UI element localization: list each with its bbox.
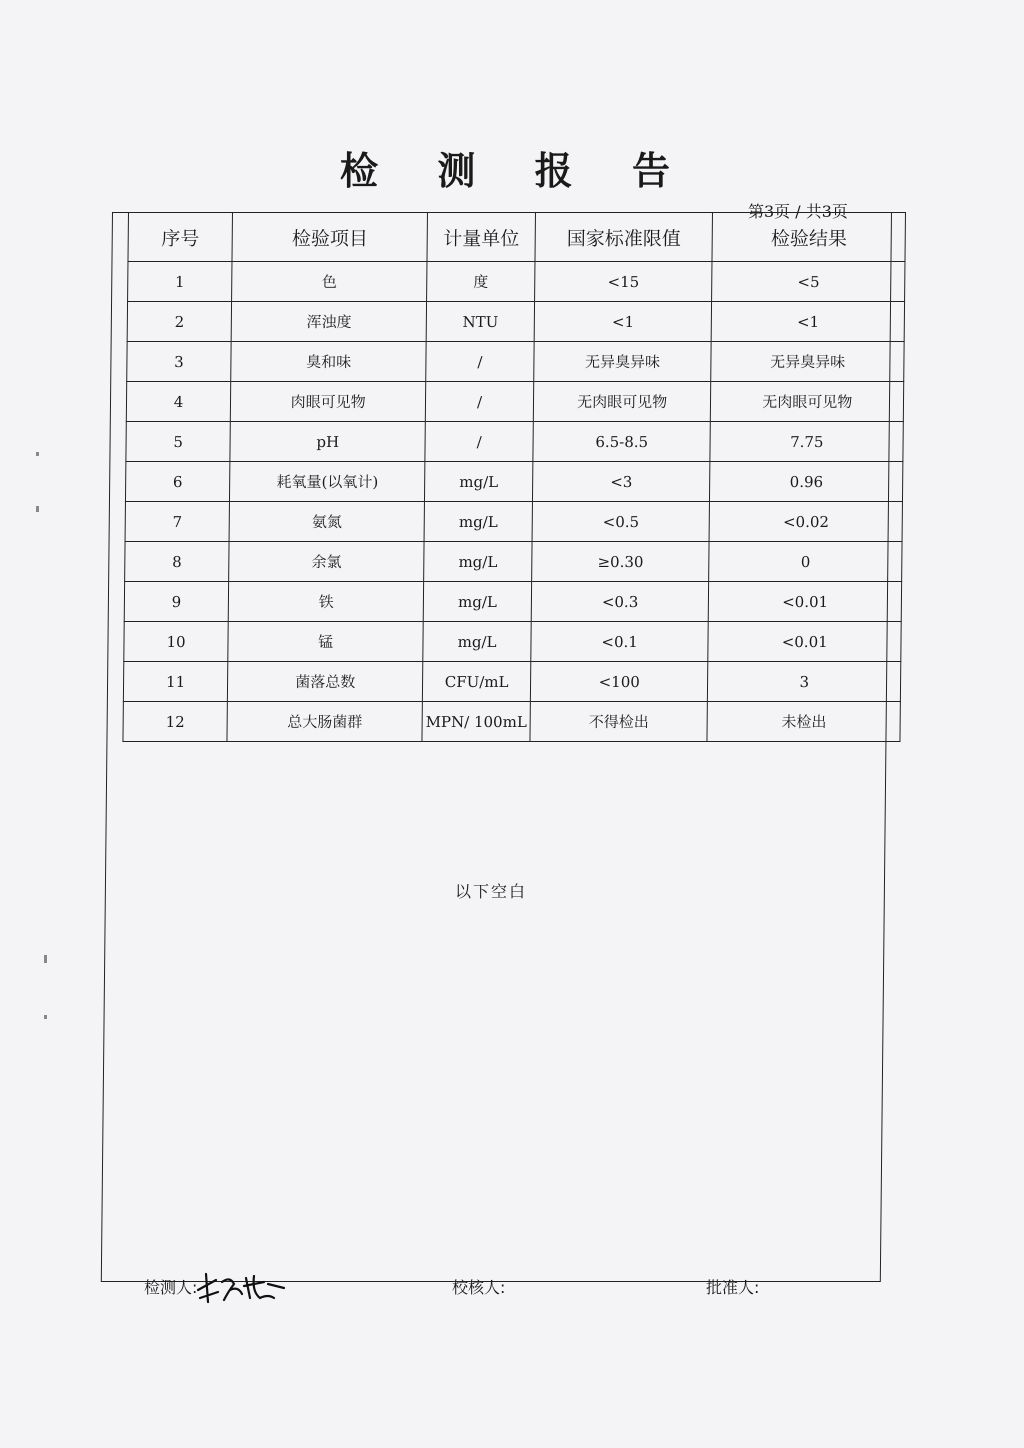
cell-item: 浑浊度	[231, 302, 427, 342]
cell-result: <0.02	[710, 502, 903, 542]
cell-standard: 无肉眼可见物	[533, 382, 711, 422]
table-row	[126, 382, 903, 422]
cell-unit: mg/L	[425, 462, 533, 502]
cell-standard: <3	[532, 462, 710, 502]
cell-standard: <1	[534, 302, 712, 342]
cell-unit: 度	[427, 262, 535, 302]
table-row	[125, 462, 902, 502]
cell-standard: <0.1	[531, 622, 709, 662]
reviewer-label: 校核人:	[452, 1278, 506, 1297]
cell-unit: CFU/mL	[423, 662, 531, 702]
title-char-3: 报	[534, 149, 573, 193]
table-row	[127, 342, 904, 382]
cell-seq: 2	[127, 302, 232, 342]
cell-seq: 1	[128, 262, 233, 302]
cell-unit: NTU	[426, 302, 534, 342]
cell-unit: /	[426, 342, 534, 382]
cell-item: 氨氮	[229, 502, 425, 542]
cell-unit: /	[425, 422, 533, 462]
cell-result: 7.75	[710, 422, 903, 462]
cell-standard: ≥0.30	[531, 542, 709, 582]
scan-speck	[44, 1015, 47, 1019]
cell-result: <0.01	[708, 622, 901, 662]
cell-unit: /	[426, 382, 534, 422]
cell-result: 3	[708, 662, 901, 702]
cell-seq: 6	[125, 462, 230, 502]
cell-seq: 10	[124, 622, 229, 662]
cell-item: 锰	[228, 622, 424, 662]
cell-standard: <0.5	[532, 502, 710, 542]
cell-standard: <15	[534, 262, 712, 302]
table-row	[124, 622, 901, 662]
header-seq: 序号	[128, 213, 233, 262]
header-standard: 国家标准限值	[535, 213, 713, 262]
page-number: 第3页 / 共3页	[748, 202, 848, 221]
cell-item: 色	[232, 262, 428, 302]
cell-seq: 4	[126, 382, 231, 422]
table-row	[125, 502, 902, 542]
cell-result: 无异臭异味	[711, 342, 904, 382]
cell-item: 总大肠菌群	[227, 702, 423, 742]
cell-result: 0.96	[710, 462, 903, 502]
title-char-2: 测	[437, 149, 476, 193]
cell-result: <5	[712, 262, 905, 302]
cell-standard: <100	[530, 662, 708, 702]
cell-standard: <0.3	[531, 582, 709, 622]
cell-unit: mg/L	[423, 622, 531, 662]
scan-speck	[36, 452, 39, 456]
table-row	[124, 582, 901, 622]
scan-speck	[36, 506, 39, 512]
cell-unit: mg/L	[424, 582, 532, 622]
tester-label: 检测人:	[144, 1278, 198, 1297]
cell-seq: 3	[127, 342, 232, 382]
title-char-1: 检	[340, 149, 379, 193]
table-row	[128, 262, 905, 302]
cell-item: 肉眼可见物	[230, 382, 426, 422]
cell-seq: 8	[125, 542, 230, 582]
cell-item: 菌落总数	[227, 662, 423, 702]
cell-result: 0	[709, 542, 902, 582]
table-row	[125, 542, 902, 582]
cell-item: 耗氧量(以氧计)	[230, 462, 426, 502]
results-table	[122, 212, 906, 742]
cell-item: 铁	[228, 582, 424, 622]
cell-standard: 6.5-8.5	[533, 422, 711, 462]
header-unit: 计量单位	[427, 213, 535, 262]
tester-signature	[194, 1268, 290, 1308]
header-item: 检验项目	[232, 213, 428, 262]
table-header-row	[128, 213, 906, 262]
table-row	[123, 702, 900, 742]
cell-standard: 无异臭异味	[534, 342, 712, 382]
cell-seq: 12	[123, 702, 228, 742]
table-row	[126, 422, 903, 462]
cell-item: pH	[230, 422, 426, 462]
report-title	[340, 140, 670, 195]
cell-item: 臭和味	[231, 342, 427, 382]
cell-unit: MPN/ 100mL	[422, 702, 530, 742]
table-row	[123, 662, 900, 702]
approver-label: 批准人:	[706, 1278, 760, 1297]
cell-unit: mg/L	[424, 502, 532, 542]
cell-seq: 7	[125, 502, 230, 542]
title-char-4: 告	[631, 149, 670, 193]
scan-speck	[44, 955, 47, 963]
cell-seq: 9	[124, 582, 229, 622]
cell-seq: 11	[123, 662, 228, 702]
cell-result: <1	[712, 302, 905, 342]
header-result: 检验结果	[712, 213, 905, 262]
table-row	[127, 302, 904, 342]
cell-unit: mg/L	[424, 542, 532, 582]
cell-item: 余氯	[229, 542, 425, 582]
cell-result: 无肉眼可见物	[711, 382, 904, 422]
blank-below-note: 以下空白	[455, 882, 528, 901]
cell-result: 未检出	[707, 702, 900, 742]
cell-standard: 不得检出	[530, 702, 708, 742]
cell-seq: 5	[126, 422, 231, 462]
cell-result: <0.01	[709, 582, 902, 622]
